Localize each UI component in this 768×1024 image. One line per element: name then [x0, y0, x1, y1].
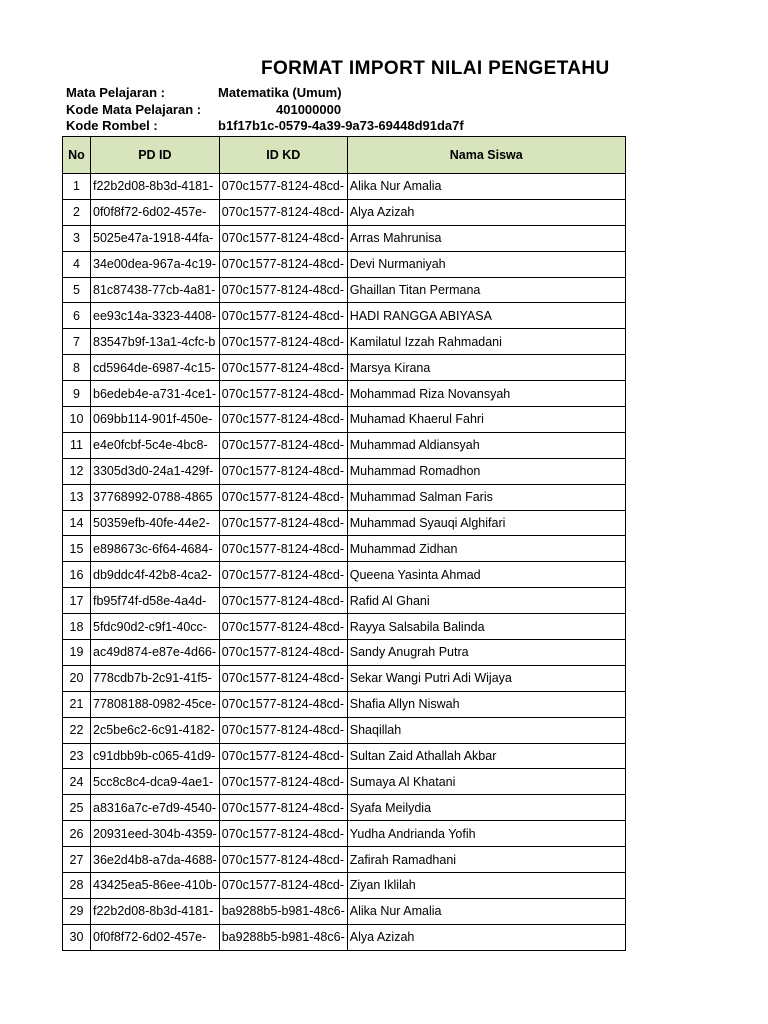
- cell-id-kd: 070c1577-8124-48cd-: [219, 795, 347, 821]
- cell-no: 7: [63, 329, 91, 355]
- cell-nama-siswa: Sandy Anugrah Putra: [347, 640, 625, 666]
- table-row: [63, 847, 626, 873]
- cell-pd-id: 0f0f8f72-6d02-457e-: [91, 924, 220, 950]
- cell-id-kd: 070c1577-8124-48cd-: [219, 458, 347, 484]
- cell-id-kd: 070c1577-8124-48cd-: [219, 536, 347, 562]
- meta-label: Kode Mata Pelajaran :: [66, 102, 202, 117]
- cell-id-kd: 070c1577-8124-48cd-: [219, 717, 347, 743]
- table-header-row: [63, 137, 626, 174]
- cell-no: 23: [63, 743, 91, 769]
- cell-id-kd: 070c1577-8124-48cd-: [219, 251, 347, 277]
- cell-id-kd: 070c1577-8124-48cd-: [219, 588, 347, 614]
- cell-pd-id: e898673c-6f64-4684-: [91, 536, 220, 562]
- table-row: [63, 562, 626, 588]
- cell-nama-siswa: Arras Mahrunisa: [347, 225, 625, 251]
- meta-label: Kode Rombel :: [66, 118, 158, 133]
- cell-nama-siswa: Muhammad Syauqi Alghifari: [347, 510, 625, 536]
- cell-nama-siswa: Muhamad Khaerul Fahri: [347, 407, 625, 433]
- cell-no: 11: [63, 432, 91, 458]
- cell-nama-siswa: Shaqillah: [347, 717, 625, 743]
- cell-no: 30: [63, 924, 91, 950]
- cell-id-kd: 070c1577-8124-48cd-: [219, 769, 347, 795]
- cell-nama-siswa: Rayya Salsabila Balinda: [347, 614, 625, 640]
- header-pd-id: PD ID: [91, 137, 220, 174]
- cell-pd-id: 5cc8c8c4-dca9-4ae1-: [91, 769, 220, 795]
- cell-pd-id: db9ddc4f-42b8-4ca2-: [91, 562, 220, 588]
- table-row: [63, 691, 626, 717]
- table-row: [63, 277, 626, 303]
- cell-no: 14: [63, 510, 91, 536]
- table-row: [63, 174, 626, 200]
- cell-nama-siswa: Ghaillan Titan Permana: [347, 277, 625, 303]
- cell-id-kd: 070c1577-8124-48cd-: [219, 432, 347, 458]
- cell-pd-id: 20931eed-304b-4359-: [91, 821, 220, 847]
- cell-no: 2: [63, 199, 91, 225]
- grade-import-table: [62, 136, 626, 951]
- table-row: [63, 536, 626, 562]
- cell-pd-id: 43425ea5-86ee-410b-: [91, 873, 220, 899]
- cell-nama-siswa: Sultan Zaid Athallah Akbar: [347, 743, 625, 769]
- cell-nama-siswa: Rafid Al Ghani: [347, 588, 625, 614]
- cell-id-kd: 070c1577-8124-48cd-: [219, 484, 347, 510]
- cell-nama-siswa: Ziyan Iklilah: [347, 873, 625, 899]
- cell-id-kd: 070c1577-8124-48cd-: [219, 691, 347, 717]
- cell-pd-id: cd5964de-6987-4c15-: [91, 355, 220, 381]
- table-row: [63, 407, 626, 433]
- cell-no: 18: [63, 614, 91, 640]
- table-row: [63, 484, 626, 510]
- cell-id-kd: ba9288b5-b981-48c6-: [219, 924, 347, 950]
- header-no: No: [63, 137, 91, 174]
- cell-nama-siswa: Devi Nurmaniyah: [347, 251, 625, 277]
- cell-id-kd: 070c1577-8124-48cd-: [219, 407, 347, 433]
- cell-pd-id: b6edeb4e-a731-4ce1-: [91, 381, 220, 407]
- cell-no: 20: [63, 665, 91, 691]
- header-nama-siswa: Nama Siswa: [347, 137, 625, 174]
- cell-nama-siswa: Yudha Andrianda Yofih: [347, 821, 625, 847]
- table-row: [63, 329, 626, 355]
- cell-nama-siswa: Alya Azizah: [347, 924, 625, 950]
- table-row: [63, 303, 626, 329]
- cell-no: 16: [63, 562, 91, 588]
- cell-id-kd: 070c1577-8124-48cd-: [219, 225, 347, 251]
- table-row: [63, 458, 626, 484]
- cell-pd-id: f22b2d08-8b3d-4181-: [91, 174, 220, 200]
- cell-pd-id: 34e00dea-967a-4c19-: [91, 251, 220, 277]
- cell-pd-id: 0f0f8f72-6d02-457e-: [91, 199, 220, 225]
- cell-pd-id: ac49d874-e87e-4d66-: [91, 640, 220, 666]
- header-id-kd: ID KD: [219, 137, 347, 174]
- cell-nama-siswa: Alika Nur Amalia: [347, 898, 625, 924]
- cell-nama-siswa: Shafia Allyn Niswah: [347, 691, 625, 717]
- cell-pd-id: f22b2d08-8b3d-4181-: [91, 898, 220, 924]
- cell-pd-id: 81c87438-77cb-4a81-: [91, 277, 220, 303]
- table-row: [63, 510, 626, 536]
- cell-no: 15: [63, 536, 91, 562]
- cell-id-kd: 070c1577-8124-48cd-: [219, 873, 347, 899]
- cell-no: 6: [63, 303, 91, 329]
- cell-id-kd: 070c1577-8124-48cd-: [219, 821, 347, 847]
- cell-nama-siswa: Muhammad Salman Faris: [347, 484, 625, 510]
- cell-no: 27: [63, 847, 91, 873]
- table-row: [63, 743, 626, 769]
- cell-id-kd: 070c1577-8124-48cd-: [219, 355, 347, 381]
- table-row: [63, 665, 626, 691]
- meta-label: Mata Pelajaran :: [66, 85, 165, 100]
- cell-nama-siswa: Marsya Kirana: [347, 355, 625, 381]
- cell-nama-siswa: Muhammad Zidhan: [347, 536, 625, 562]
- cell-pd-id: 2c5be6c2-6c91-4182-: [91, 717, 220, 743]
- title-strip: [62, 56, 620, 80]
- cell-pd-id: 5025e47a-1918-44fa-: [91, 225, 220, 251]
- cell-id-kd: 070c1577-8124-48cd-: [219, 174, 347, 200]
- cell-nama-siswa: Queena Yasinta Ahmad: [347, 562, 625, 588]
- cell-nama-siswa: Alika Nur Amalia: [347, 174, 625, 200]
- cell-no: 17: [63, 588, 91, 614]
- cell-nama-siswa: Mohammad Riza Novansyah: [347, 381, 625, 407]
- table-row: [63, 873, 626, 899]
- cell-pd-id: ee93c14a-3323-4408-: [91, 303, 220, 329]
- table-row: [63, 225, 626, 251]
- cell-pd-id: fb95f74f-d58e-4a4d-: [91, 588, 220, 614]
- cell-id-kd: ba9288b5-b981-48c6-: [219, 898, 347, 924]
- cell-pd-id: 3305d3d0-24a1-429f-: [91, 458, 220, 484]
- table-row: [63, 251, 626, 277]
- table-row: [63, 355, 626, 381]
- cell-nama-siswa: HADI RANGGA ABIYASA: [347, 303, 625, 329]
- cell-no: 29: [63, 898, 91, 924]
- cell-no: 21: [63, 691, 91, 717]
- cell-no: 28: [63, 873, 91, 899]
- cell-no: 12: [63, 458, 91, 484]
- table-row: [63, 640, 626, 666]
- cell-nama-siswa: Alya Azizah: [347, 199, 625, 225]
- table-row: [63, 821, 626, 847]
- table-row: [63, 588, 626, 614]
- cell-nama-siswa: Zafirah Ramadhani: [347, 847, 625, 873]
- cell-id-kd: 070c1577-8124-48cd-: [219, 614, 347, 640]
- table-row: [63, 614, 626, 640]
- cell-id-kd: 070c1577-8124-48cd-: [219, 303, 347, 329]
- cell-pd-id: c91dbb9b-c065-41d9-: [91, 743, 220, 769]
- cell-pd-id: 36e2d4b8-a7da-4688-: [91, 847, 220, 873]
- cell-pd-id: a8316a7c-e7d9-4540-: [91, 795, 220, 821]
- cell-id-kd: 070c1577-8124-48cd-: [219, 665, 347, 691]
- table-row: [63, 381, 626, 407]
- cell-nama-siswa: Muhammad Aldiansyah: [347, 432, 625, 458]
- cell-pd-id: 069bb114-901f-450e-: [91, 407, 220, 433]
- table-row: [63, 432, 626, 458]
- cell-id-kd: 070c1577-8124-48cd-: [219, 640, 347, 666]
- cell-no: 8: [63, 355, 91, 381]
- cell-no: 22: [63, 717, 91, 743]
- cell-no: 1: [63, 174, 91, 200]
- table-row: [63, 769, 626, 795]
- cell-no: 26: [63, 821, 91, 847]
- cell-id-kd: 070c1577-8124-48cd-: [219, 562, 347, 588]
- cell-id-kd: 070c1577-8124-48cd-: [219, 329, 347, 355]
- table-row: [63, 199, 626, 225]
- cell-no: 5: [63, 277, 91, 303]
- cell-pd-id: 50359efb-40fe-44e2-: [91, 510, 220, 536]
- cell-id-kd: 070c1577-8124-48cd-: [219, 199, 347, 225]
- cell-pd-id: 778cdb7b-2c91-41f5-: [91, 665, 220, 691]
- cell-id-kd: 070c1577-8124-48cd-: [219, 381, 347, 407]
- cell-no: 10: [63, 407, 91, 433]
- table-row: [63, 898, 626, 924]
- cell-no: 3: [63, 225, 91, 251]
- cell-pd-id: e4e0fcbf-5c4e-4bc8-: [91, 432, 220, 458]
- cell-no: 4: [63, 251, 91, 277]
- meta-value: b1f17b1c-0579-4a39-9a73-69448d91da7f: [218, 118, 464, 133]
- document-title: FORMAT IMPORT NILAI PENGETAHU: [261, 58, 610, 79]
- table-row: [63, 795, 626, 821]
- cell-pd-id: 5fdc90d2-c9f1-40cc-: [91, 614, 220, 640]
- cell-nama-siswa: Sumaya Al Khatani: [347, 769, 625, 795]
- meta-value: Matematika (Umum): [218, 85, 342, 100]
- cell-id-kd: 070c1577-8124-48cd-: [219, 847, 347, 873]
- cell-no: 19: [63, 640, 91, 666]
- cell-id-kd: 070c1577-8124-48cd-: [219, 743, 347, 769]
- cell-pd-id: 83547b9f-13a1-4cfc-b: [91, 329, 220, 355]
- cell-pd-id: 37768992-0788-4865: [91, 484, 220, 510]
- cell-nama-siswa: Sekar Wangi Putri Adi Wijaya: [347, 665, 625, 691]
- cell-nama-siswa: Kamilatul Izzah Rahmadani: [347, 329, 625, 355]
- table-row: [63, 717, 626, 743]
- cell-no: 13: [63, 484, 91, 510]
- cell-id-kd: 070c1577-8124-48cd-: [219, 510, 347, 536]
- cell-id-kd: 070c1577-8124-48cd-: [219, 277, 347, 303]
- cell-no: 9: [63, 381, 91, 407]
- cell-nama-siswa: Syafa Meilydia: [347, 795, 625, 821]
- cell-pd-id: 77808188-0982-45ce-: [91, 691, 220, 717]
- cell-no: 24: [63, 769, 91, 795]
- table-row: [63, 924, 626, 950]
- cell-nama-siswa: Muhammad Romadhon: [347, 458, 625, 484]
- cell-no: 25: [63, 795, 91, 821]
- meta-value: 401000000: [276, 102, 342, 117]
